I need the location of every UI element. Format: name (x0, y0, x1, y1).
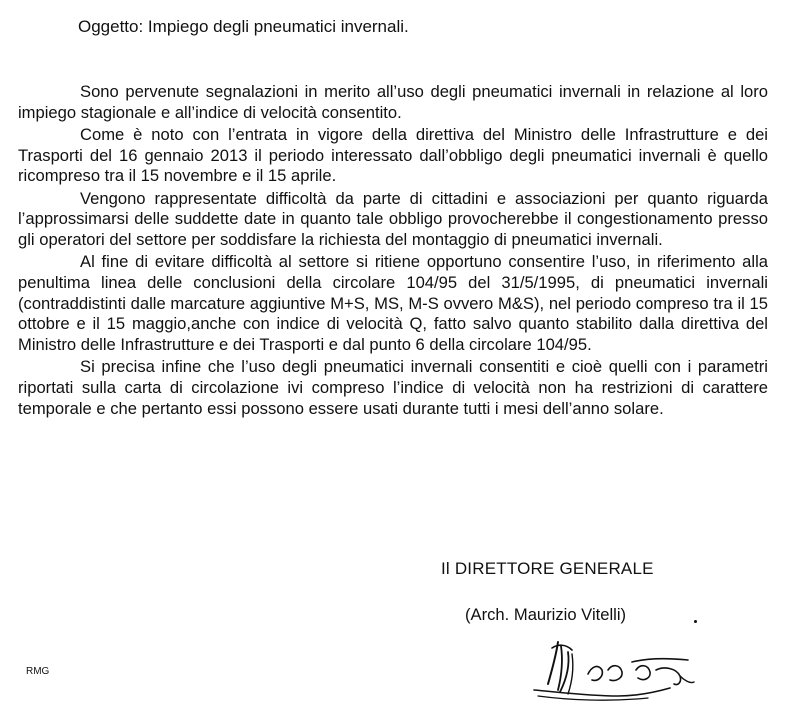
paragraph: Vengono rappresentate difficoltà da parte di cittadini e associazioni per quanto riguarda l’approssimarsi delle suddette date in quanto tale obbligo provocherebbe il congestionamento presso gli operatori del settore per soddisfare la richiesta del montaggio di pneumatici invernali. (18, 188, 768, 249)
paragraph: Sono pervenute segnalazioni in merito all’uso degli pneumatici invernali in relazione al loro impiego stagionale e all’indice di velocità consentito. (18, 82, 768, 122)
paragraph: Al fine di evitare difficoltà al settore si ritiene opportuno consentire l’uso, in riferimento alla penultima linea delle conclusioni della circolare 104/95 del 31/5/1995, di pneumatici invernali (contraddistinti dalle marcature aggiuntive M+S, MS, M-S ovvero M&S), nel periodo compreso tra il 15 ottobre e il 15 maggio,anche con indice di velocità Q, fatto salvo quanto stabilito dalla direttiva del Ministro delle Infrastrutture e dei Trasporti e dal punto 6 della circolare 104/95. (18, 252, 768, 354)
subject-line: Oggetto: Impiego degli pneumatici invernali. (78, 17, 409, 36)
signatory-name: (Arch. Maurizio Vitelli) (465, 605, 627, 624)
initials-label: RMG (26, 666, 50, 677)
paragraph: Come è noto con l’entrata in vigore della direttiva del Ministro delle Infrastrutture e dei Trasporti del 16 gennaio 2013 il periodo interessato dall’obbligo degli pneumatici invernali è quello ricompreso tra il 15 novembre e il 15 aprile. (18, 124, 768, 186)
letter-body (18, 82, 768, 419)
handwritten-signature (528, 630, 698, 708)
signatory-title: Il DIRETTORE GENERALE (441, 559, 654, 578)
paragraph: Si precisa infine che l’uso degli pneumatici invernali consentiti e cioè quelli con i parametri riportati sulla carta di circolazione ivi compreso l’indice di velocità non ha restrizioni di carattere temporale e che pertanto essi possono essere usati durante tutti i mesi dell’anno solare. (18, 357, 768, 418)
ink-dot (694, 620, 697, 623)
